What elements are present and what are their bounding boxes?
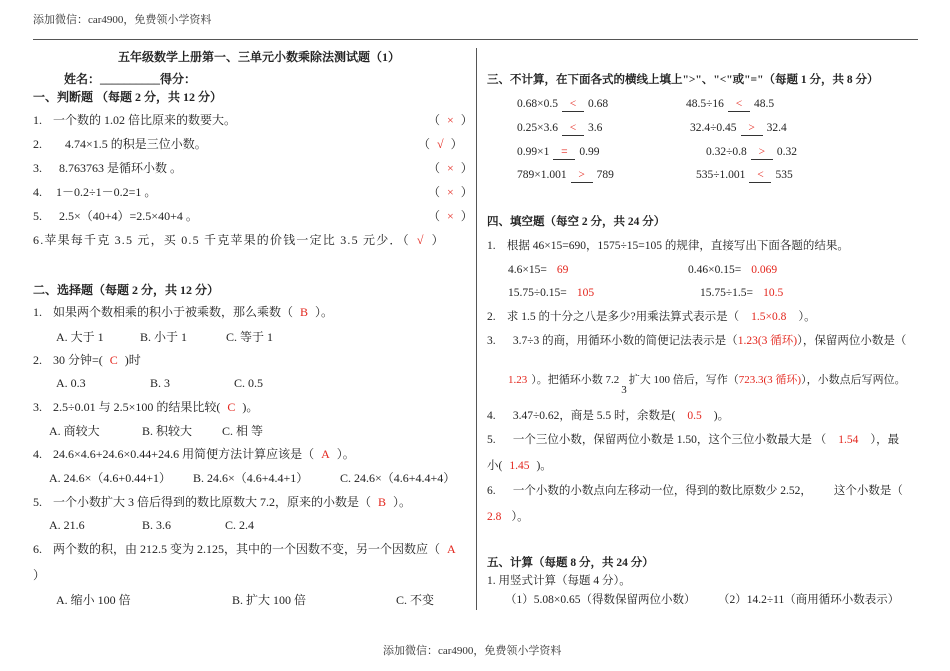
score-label: 得分： bbox=[160, 72, 197, 86]
item-number: 6. bbox=[487, 485, 496, 497]
question-text: 30 分钟=( bbox=[53, 353, 103, 367]
item-number: 4. bbox=[33, 185, 42, 199]
question-text: 3.47÷0.62，商是 5.5 时，余数是( bbox=[512, 410, 676, 422]
fill-answer: 1.45 bbox=[509, 460, 530, 472]
calc-item: （1）5.08×0.65（得数保留两位小数） bbox=[505, 594, 696, 606]
question-text: 小( bbox=[487, 460, 503, 472]
item-number: 6. bbox=[33, 542, 42, 556]
section-heading-choice: 二、选择题（每题 2 分，共 12 分） bbox=[33, 283, 220, 297]
compare-sign: < bbox=[562, 98, 584, 112]
compare-left: 0.25×3.6 bbox=[517, 122, 558, 134]
choice-answer: A bbox=[321, 447, 330, 461]
fill-answer: 1.23 bbox=[508, 374, 528, 386]
fill-question bbox=[487, 483, 903, 499]
question-text: 3.7÷3 的商，用循环小数的简便记法表示是（ bbox=[512, 335, 738, 347]
question-text-end: )。 bbox=[242, 400, 259, 414]
item-number: 5. bbox=[33, 495, 42, 509]
fill-question bbox=[487, 432, 899, 448]
compare-left: 32.4÷0.45 bbox=[690, 122, 737, 134]
paren-open: （ bbox=[428, 209, 441, 223]
item-number: 2. bbox=[33, 137, 42, 151]
fill-answer: 1.23(3 循环) bbox=[737, 335, 798, 347]
footer-note: 添加微信：car4900，免费领小学资料 bbox=[383, 645, 562, 657]
compare-right: 535 bbox=[775, 169, 793, 181]
fill-answer: 1.5×0.8 bbox=[751, 311, 787, 323]
paren-close: ） bbox=[460, 209, 473, 223]
choice-option: A. 24.6×（4.6+0.44+1） bbox=[49, 471, 171, 485]
choice-option: A. 缩小 100 倍 bbox=[56, 593, 131, 607]
question-text: 根据 46×15=690，1575÷15=105 的规律，直接写出下面各题的结果。 bbox=[506, 240, 849, 252]
choice-answer: C bbox=[109, 353, 118, 367]
item-number: 4. bbox=[487, 410, 496, 422]
paren-close: ） bbox=[460, 185, 473, 199]
paren-close: ） bbox=[450, 137, 463, 151]
compare-right: 3.6 bbox=[588, 122, 603, 134]
fill-sub bbox=[508, 262, 568, 278]
item-text: 1－0.2÷1－0.2=1 。 bbox=[56, 185, 157, 199]
item-number: 5. bbox=[487, 434, 496, 446]
compare-item bbox=[696, 167, 793, 183]
question-text-end: ）。 bbox=[511, 511, 529, 523]
question-text: 2.5÷0.01 与 2.5×100 的结果比较( bbox=[53, 400, 221, 414]
question-text: 24.6×4.6+24.6×0.44+24.6 用简便方法计算应该是（ bbox=[53, 447, 315, 461]
calc-item: （2）14.2÷11（商用循环小数表示） bbox=[718, 594, 900, 606]
compare-item bbox=[706, 144, 797, 160]
fill-question-cont bbox=[487, 509, 529, 525]
item-text: 2.5×（40+4）=2.5×40+4 。 bbox=[59, 209, 198, 223]
compare-right: 32.4 bbox=[766, 122, 787, 134]
judge-answer-mark: × bbox=[447, 113, 454, 127]
item-number: 1. bbox=[33, 305, 42, 319]
repeat-digit: 3 bbox=[621, 384, 627, 396]
paren-close: ） bbox=[431, 233, 445, 247]
choice-option: A. 商较大 bbox=[49, 424, 100, 438]
compare-sign: < bbox=[728, 98, 750, 112]
item-number: 4. bbox=[33, 447, 42, 461]
question-text-end: )。 bbox=[536, 460, 552, 472]
choice-option: C. 不变 bbox=[396, 593, 435, 607]
item-number: 1. bbox=[487, 240, 496, 252]
judge-answer-mark: × bbox=[447, 161, 454, 175]
sub-answer: 69 bbox=[556, 264, 569, 276]
header-note: 添加微信：car4900，免费领小学资料 bbox=[33, 14, 212, 26]
fill-answer: 1.54 bbox=[838, 434, 859, 446]
question-text-end: ）。 bbox=[393, 495, 412, 509]
fill-answer: 723.3(3 循环) bbox=[738, 374, 802, 386]
choice-option: C. 等于 1 bbox=[226, 330, 274, 344]
paren-open: （ bbox=[428, 161, 441, 175]
compare-sign: < bbox=[562, 122, 584, 136]
judge-answer-mark: √ bbox=[437, 137, 444, 151]
item-number: 6. bbox=[33, 233, 45, 247]
question-text-end: )时 bbox=[124, 353, 141, 367]
item-text: 一个数的 1.02 倍比原来的数要大。 bbox=[53, 113, 237, 127]
section-heading-judge: 一、判断题 （每题 2 分，共 12 分） bbox=[33, 90, 223, 104]
section-heading-calc: 五、计算（每题 8 分，共 24 分） bbox=[487, 557, 654, 569]
compare-item bbox=[517, 144, 600, 160]
question-text: 这个小数是（ bbox=[833, 485, 903, 497]
compare-sign: = bbox=[553, 146, 575, 160]
compare-left: 535÷1.001 bbox=[696, 169, 746, 181]
paren-open: （ bbox=[428, 185, 441, 199]
choice-answer: B bbox=[378, 495, 387, 509]
compare-left: 48.5÷16 bbox=[686, 98, 724, 110]
item-number: 2. bbox=[33, 353, 42, 367]
sub-answer: 0.069 bbox=[751, 264, 778, 276]
paren-open: （ bbox=[428, 113, 441, 127]
question-text: 求 1.5 的十分之八是多少?用乘法算式表示是（ bbox=[506, 311, 740, 323]
compare-right: 0.68 bbox=[588, 98, 609, 110]
choice-option: B. 扩大 100 倍 bbox=[232, 593, 307, 607]
question-text-end: ）。 bbox=[798, 311, 816, 323]
fill-question bbox=[487, 309, 816, 325]
page-title: 五年级数学上册第一、三单元小数乘除法测试题（1） bbox=[118, 50, 401, 64]
item-number: 2. bbox=[487, 311, 496, 323]
question-text-end: ）。 bbox=[336, 447, 355, 461]
item-number: 3. bbox=[33, 161, 42, 175]
fill-sub bbox=[508, 285, 594, 301]
choice-option: A. 0.3 bbox=[56, 376, 86, 390]
question-text: 一个小数的小数点向左移动一位，得到的数比原数少 2.52， bbox=[512, 485, 812, 497]
calc-subheading: 1. 用竖式计算（每题 4 分）。 bbox=[487, 575, 631, 587]
choice-option: C. 相 等 bbox=[222, 424, 264, 438]
fill-question-cont bbox=[487, 458, 552, 474]
question-text: ）。把循环小数 7.2 bbox=[531, 374, 620, 386]
item-number: 3. bbox=[487, 335, 496, 347]
sub-answer: 10.5 bbox=[763, 287, 784, 299]
section-heading-fill: 四、填空题（每空 2 分，共 24 分） bbox=[487, 216, 666, 228]
choice-option: C. 2.4 bbox=[225, 518, 255, 532]
item-text: 苹果每千克 3.5 元，买 0.5 千克苹果的价钱一定比 3.5 元少． bbox=[44, 233, 403, 247]
sub-expression: 15.75÷1.5= bbox=[700, 287, 754, 299]
fill-answer: 2.8 bbox=[487, 511, 502, 523]
compare-sign: > bbox=[741, 122, 763, 136]
item-number: 5. bbox=[33, 209, 42, 223]
question-text-end: ），小数点后写两位。 bbox=[801, 374, 906, 386]
choice-option: A. 大于 1 bbox=[56, 330, 104, 344]
compare-sign: > bbox=[571, 169, 593, 183]
fill-sub bbox=[688, 262, 777, 278]
fill-sub bbox=[700, 285, 783, 301]
compare-item bbox=[517, 167, 614, 183]
paren-open: （ bbox=[418, 137, 431, 151]
compare-right: 0.99 bbox=[579, 146, 600, 158]
compare-item bbox=[517, 96, 608, 112]
question-text: 两个数的积，由 212.5 变为 2.125，其中的一个因数不变，另一个因数应（ bbox=[53, 542, 441, 556]
fill-answer: 0.5 bbox=[687, 410, 702, 422]
question-text-end: ）。 bbox=[315, 305, 334, 319]
compare-left: 0.68×0.5 bbox=[517, 98, 558, 110]
paren-close: ） bbox=[460, 161, 473, 175]
sub-expression: 4.6×15= bbox=[508, 264, 547, 276]
paren-close: ） bbox=[460, 113, 473, 127]
question-text: 如果两个数相乘的积小于被乘数，那么乘数（ bbox=[53, 305, 294, 319]
question-text-mid: ），保留两位小数是（ bbox=[797, 335, 907, 347]
judge-answer-mark: × bbox=[447, 185, 454, 199]
question-text: 一个三位小数，保留两位小数是 1.50，这个三位小数最大是 （ bbox=[512, 434, 827, 446]
sub-expression: 0.46×0.15= bbox=[688, 264, 742, 276]
item-number: 3. bbox=[33, 400, 42, 414]
choice-answer: C bbox=[227, 400, 236, 414]
choice-option: B. 小于 1 bbox=[140, 330, 188, 344]
choice-option: B. 3.6 bbox=[142, 518, 172, 532]
choice-option: B. 积较大 bbox=[142, 424, 193, 438]
choice-option: A. 21.6 bbox=[49, 518, 85, 532]
compare-right: 0.32 bbox=[776, 146, 797, 158]
section-heading-compare: 三、不计算，在下面各式的横线上填上">"、"<"或"="（每题 1 分，共 8 分） bbox=[487, 74, 879, 86]
question-text: 扩大 100 倍后，写作（ bbox=[628, 374, 739, 386]
item-number: 1. bbox=[33, 113, 42, 127]
compare-item bbox=[690, 120, 787, 136]
fill-question bbox=[487, 333, 906, 349]
compare-item bbox=[686, 96, 774, 112]
choice-option: C. 24.6×（4.6+4.4+4） bbox=[340, 471, 456, 485]
question-text-end: )。 bbox=[713, 410, 730, 422]
compare-left: 0.99×1 bbox=[517, 146, 550, 158]
question-text-end: ），最 bbox=[870, 434, 900, 446]
choice-answer: A bbox=[447, 542, 456, 556]
compare-item bbox=[517, 120, 602, 136]
item-text: 4.74×1.5 的积是三位小数。 bbox=[65, 137, 207, 151]
name-blank: __________ bbox=[100, 72, 161, 86]
compare-right: 789 bbox=[596, 169, 614, 181]
question-text-end: ） bbox=[33, 568, 46, 582]
fill-question bbox=[487, 238, 849, 254]
choice-option: B. 3 bbox=[150, 376, 171, 390]
compare-left: 0.32÷0.8 bbox=[706, 146, 747, 158]
sub-answer: 105 bbox=[576, 287, 595, 299]
judge-answer-mark: √ bbox=[416, 233, 425, 247]
compare-right: 48.5 bbox=[753, 98, 775, 110]
compare-sign: > bbox=[751, 146, 773, 160]
question-text: 一个小数扩大 3 倍后得到的数比原数大 7.2，原来的小数是（ bbox=[53, 495, 372, 509]
compare-left: 789×1.001 bbox=[517, 169, 567, 181]
compare-sign: < bbox=[749, 169, 771, 183]
choice-option: C. 0.5 bbox=[234, 376, 264, 390]
item-text: 8.763763 是循环小数 。 bbox=[59, 161, 183, 175]
judge-answer-mark: × bbox=[447, 209, 454, 223]
name-label: 姓名： bbox=[64, 72, 101, 86]
fill-question bbox=[487, 408, 729, 424]
choice-answer: B bbox=[300, 305, 309, 319]
sub-expression: 15.75÷0.15= bbox=[508, 287, 567, 299]
fill-question-cont bbox=[508, 372, 906, 396]
paren-open: （ bbox=[402, 233, 410, 247]
choice-option: B. 24.6×（4.6+4.4+1） bbox=[193, 471, 309, 485]
